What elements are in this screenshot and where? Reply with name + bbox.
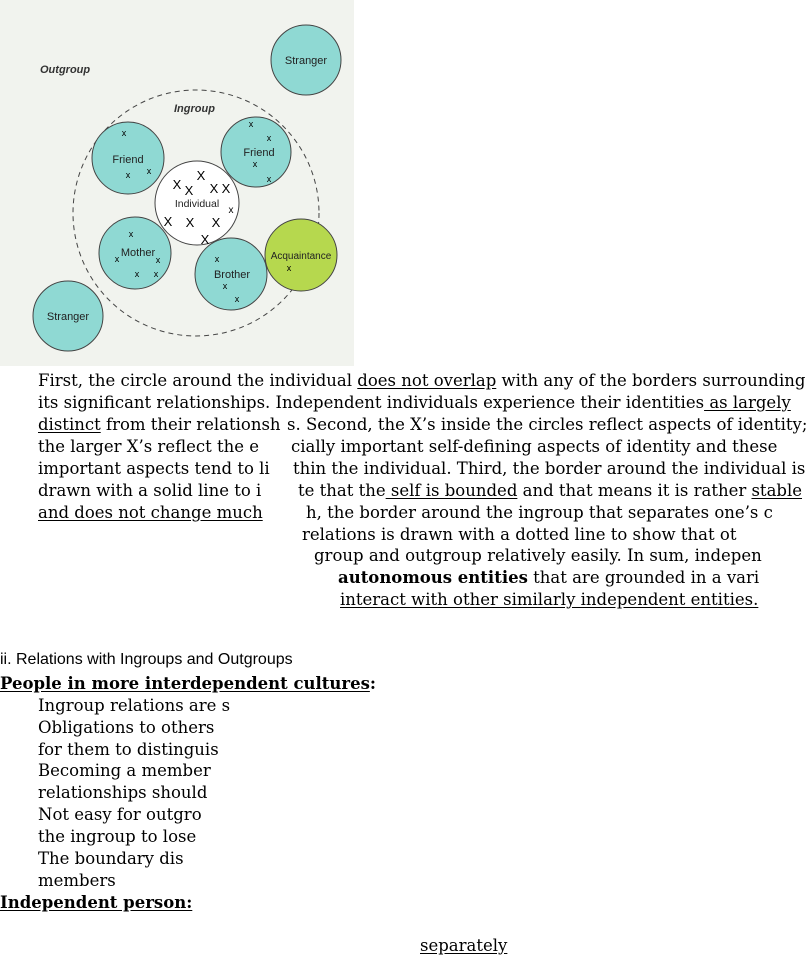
x-mark: x <box>114 254 120 264</box>
text: te that the <box>298 481 386 500</box>
section-heading: ii. Relations with Ingroups and Outgroups <box>0 651 293 668</box>
x-mark: x <box>266 133 272 143</box>
text: group and outgroup relatively easily. In sum, indepen <box>314 546 762 565</box>
ingroup-label: Ingroup <box>174 103 215 115</box>
outgroup-label: Outgroup <box>40 64 91 76</box>
underlined-text: distinct <box>38 415 101 434</box>
independent-heading: Independent person: <box>0 893 193 912</box>
x-mark: x <box>125 170 131 180</box>
paragraph-line-5-left <box>38 458 270 479</box>
list-item: Ingroup relations are s <box>38 696 231 715</box>
text: its significant relationships. Independent individuals experience their identities <box>38 393 705 412</box>
X-mark: X <box>184 183 194 198</box>
x-mark: x <box>266 174 272 184</box>
x-mark: x <box>228 205 234 216</box>
friend-left-label: Friend <box>112 154 144 166</box>
text: that are grounded in a vari <box>527 568 760 587</box>
separately-text: separately <box>420 936 508 955</box>
X-mark: X <box>211 215 221 230</box>
X-mark: X <box>196 168 206 183</box>
X-mark: X <box>185 215 195 230</box>
text: s. Second, the X’s inside the circles reflect aspects of identity; <box>287 415 807 434</box>
bold-text: autonomous entities <box>338 568 528 587</box>
x-mark: x <box>134 269 140 279</box>
underlined-text: and does not change much <box>38 503 263 522</box>
underlined-text: as largely <box>704 393 791 412</box>
acquaintance-label: Acquaintance <box>270 251 332 262</box>
x-mark: x <box>155 255 161 265</box>
x-mark: x <box>248 119 254 129</box>
text: thin the individual. Third, the border around the individual is <box>293 459 806 478</box>
text: the larger X’s reflect the e <box>38 437 260 456</box>
interdependent-heading <box>0 673 376 694</box>
underlined-text: stable <box>751 481 803 500</box>
text: cially important self-defining aspects of identity and these <box>291 437 778 456</box>
x-mark: x <box>153 269 159 279</box>
x-mark: x <box>214 254 220 264</box>
paragraph-line-9 <box>314 545 762 566</box>
ingroup-outgroup-diagram <box>0 0 354 366</box>
colon: : <box>369 674 376 693</box>
paragraph-line-3-left <box>38 414 281 435</box>
paragraph-line-7-left <box>38 502 263 523</box>
paragraph-line-10 <box>338 567 759 588</box>
text: drawn with a solid line to i <box>38 481 262 500</box>
paragraph-line-1 <box>38 370 805 391</box>
list-item: for them to distinguis <box>38 740 219 759</box>
text: h, the border around the ingroup that separates one’s c <box>306 503 773 522</box>
X-mark: X <box>221 181 231 196</box>
list-item: The boundary dis <box>38 849 184 868</box>
X-mark: X <box>172 177 182 192</box>
individual-label: Individual <box>174 198 220 210</box>
list-item: Not easy for outgro <box>38 805 202 824</box>
underlined-text: self is bounded <box>385 481 518 500</box>
text: important aspects tend to li <box>38 459 270 478</box>
x-mark: x <box>121 128 127 138</box>
x-mark: x <box>286 263 292 273</box>
paragraph-line-3-right <box>287 414 807 435</box>
text: with any of the borders surrounding <box>496 371 806 390</box>
x-mark: x <box>222 281 228 291</box>
x-mark: x <box>234 294 240 304</box>
X-mark: X <box>163 214 173 229</box>
underlined-text: does not overlap <box>357 371 497 390</box>
x-mark: x <box>128 229 134 239</box>
mother-label: Mother <box>120 247 156 259</box>
paragraph-line-2 <box>38 392 791 413</box>
X-mark: X <box>200 232 210 247</box>
text: from their relationsh <box>100 415 281 434</box>
list-item: the ingroup to lose <box>38 827 197 846</box>
text: relations is drawn with a dotted line to show that ot <box>302 525 737 544</box>
underlined-text: interact with other similarly independent entities. <box>340 590 759 609</box>
paragraph-line-6-right <box>298 480 802 501</box>
paragraph-line-8 <box>302 524 736 545</box>
friend-right-label: Friend <box>243 147 275 159</box>
paragraph-line-6-left <box>38 480 261 501</box>
X-mark: X <box>209 181 219 196</box>
stranger-top-label: Stranger <box>284 55 328 67</box>
list-item: Becoming a member <box>38 761 211 780</box>
x-mark: x <box>252 159 258 169</box>
text: and that means it is rather <box>517 481 752 500</box>
x-mark: x <box>146 166 152 176</box>
underlined-heading: People in more interdependent cultures <box>0 674 370 693</box>
list-item: relationships should <box>38 783 208 802</box>
paragraph-line-11 <box>340 589 758 610</box>
brother-label: Brother <box>213 269 251 281</box>
diagram-svg <box>0 0 354 366</box>
stranger-bottom-label: Stranger <box>46 311 90 323</box>
text: First, the circle around the individual <box>38 371 358 390</box>
paragraph-line-4-right <box>291 436 777 457</box>
paragraph-line-5-right <box>293 458 805 479</box>
list-item: Obligations to others <box>38 718 215 737</box>
paragraph-line-4-left <box>38 436 259 457</box>
paragraph-line-7-right <box>306 502 773 523</box>
list-item: members <box>38 871 116 890</box>
